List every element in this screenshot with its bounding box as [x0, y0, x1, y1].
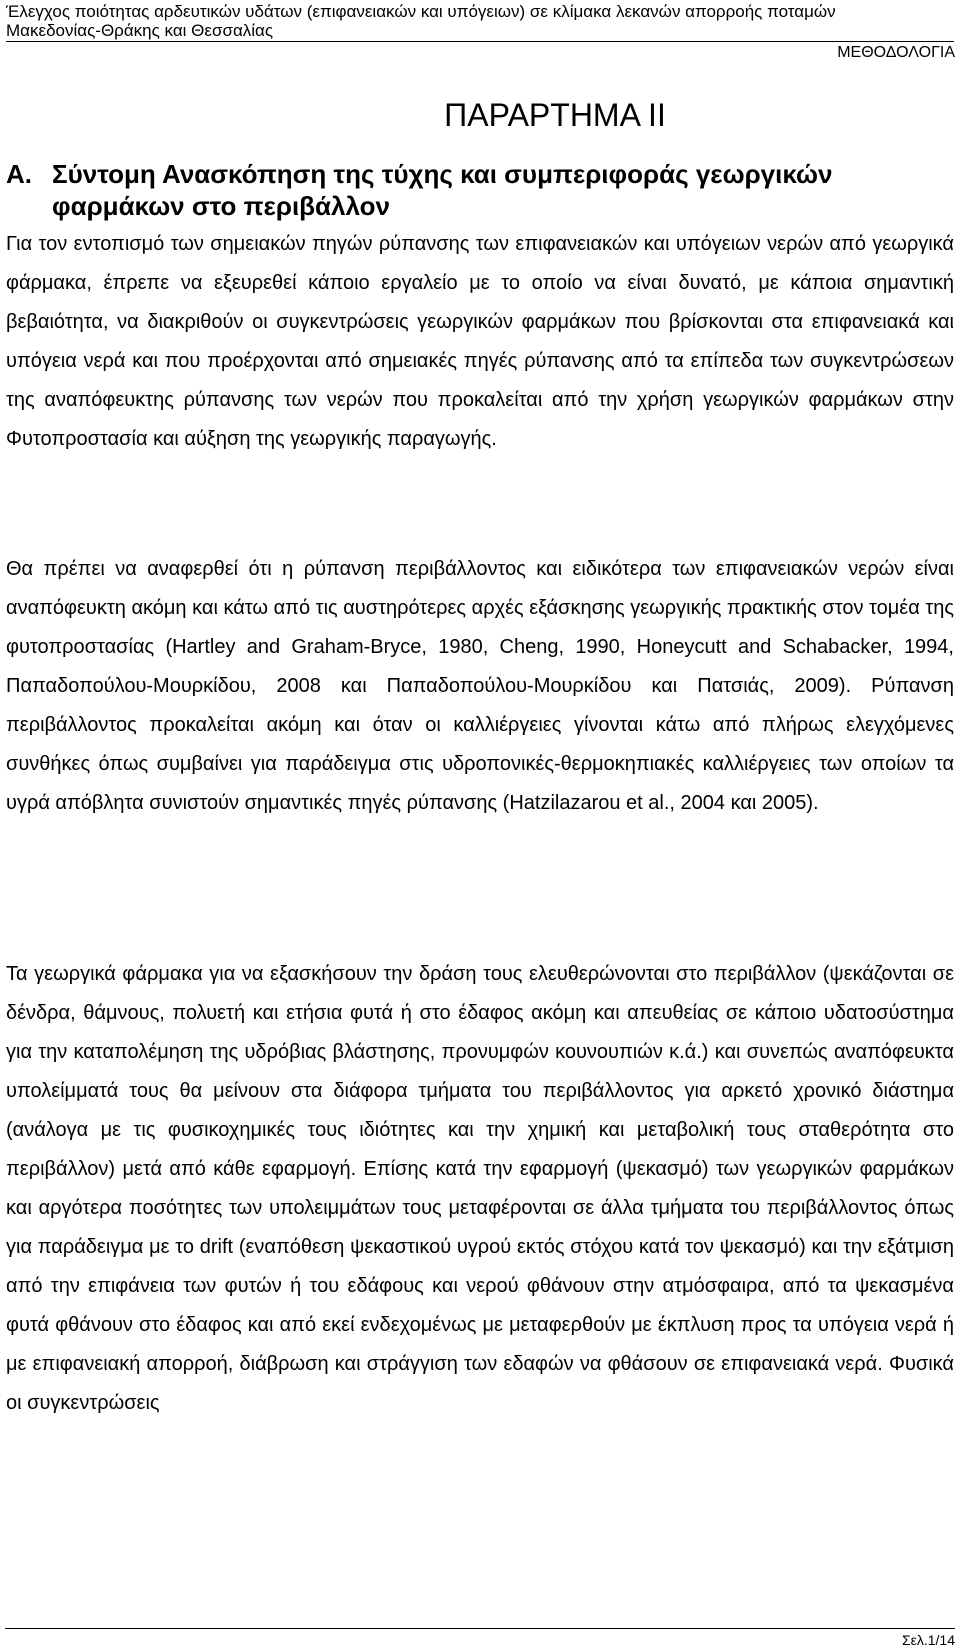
section-heading-line-1 [6, 158, 954, 190]
running-header-line-2: Μακεδονίας-Θράκης και Θεσσαλίας [6, 21, 274, 40]
paragraph-1: Για τον εντοπισμό των σημειακών πηγών ρύπανσης των επιφανειακών και υπόγειων νερών από γεωργικά φάρμακα, έπρεπε να εξευρεθεί κάποιο εργαλείο με το οποίο να είναι δυνατό, με κάποια σημαντική βεβαιότητα, να διακριθούν οι συγκεντρώσεις γεωργικών φαρμάκων που βρίσκονται στα επιφανειακά και υπόγεια νερά και που προέρχονται από σημειακές πηγές ρύπανσης από τα επίπεδα των συγκεντρώσεων της αναπόφευκτης ρύπανσης των νερών που προκαλείται από την χρήση γεωργικών φαρμάκων στην Φυτοπροστασία και αύξηση της γεωργικής παραγωγής. [6, 233, 954, 450]
section-heading [6, 158, 954, 222]
section-number: Α. [6, 159, 32, 189]
paragraph-2: Θα πρέπει να αναφερθεί ότι η ρύπανση περιβάλλοντος και ειδικότερα των επιφανειακών νερών είναι αναπόφευκτη ακόμη και κάτω από τις αυστηρότερες αρχές εξάσκησης γεωργικής πρακτικής στον τομέα της φυτοπροστασίας (Hartley and Graham-Bryce, 1980, Cheng, 1990, Honeycutt and Schabacker, 1994, Παπαδοπούλου-Μουρκίδου, 2008 και Παπαδοπούλου-Μουρκίδου και Πατσιάς, 2009). Ρύπανση περιβάλλοντος προκαλείται ακόμη και όταν οι καλλιέργειες γίνονται κάτω από πλήρως ελεγχόμενες συνθήκες όπως συμβαίνει για παράδειγμα στις υδροπονικές-θερμοκηπιακές καλλιέργειες των οποίων τα υγρά απόβλητα συνιστούν σημαντικές πηγές ρύπανσης (Hatzilazarou et al., 2004 και 2005). [6, 558, 954, 814]
page-number: Σελ.1/14 [5, 1628, 955, 1648]
paragraph-3: Τα γεωργικά φάρμακα για να εξασκήσουν την δράση τους ελευθερώνονται στο περιβάλλον (ψεκάζονται σε δένδρα, θάμνους, πολυετή και ετήσια φυτά ή στο έδαφος ακόμη και απευθείας σε κάποιο υδατοσύστημα για την καταπολέμηση της υδρόβιας βλάστησης, προνυμφών κουνουπιών κ.ά.) και συνεπώς αναπόφευκτα υπολείμματά τους θα μείνουν στα διάφορα τμήματα του περιβάλλοντος για αρκετό χρονικό διάστημα (ανάλογα με τις φυσικοχημικές τους ιδιότητες και την χημική και μεταβολική τους σταθερότητα στο περιβάλλον) μετά από κάθε εφαρμογή. Επίσης κατά την εφαρμογή (ψεκασμό) των γεωργικών φαρμάκων και αργότερα ποσότητες των υπολειμμάτων τους μεταφέρονται σε άλλα τμήματα του περιβάλλοντος όπως για παράδειγμα με το drift (εναπόθεση ψεκαστικού υγρού εκτός στόχου κατά τον ψεκασμό) και την εξάτμιση από την επιφάνεια των φυτών ή του εδάφους και νερού φθάνουν στην ατμόσφαιρα, από τα ψεκασμένα φυτά φθάνουν στο έδαφος και από εκεί ενδεχομένως με μεταφερθούν με έκπλυση προς τα υπόγεια νερά ή με επιφανειακή απορροή, διάβρωση και στράγγιση των εδαφών να φθάσουν σε επιφανειακά νερά. Φυσικά οι συγκεντρώσεις [6, 963, 954, 1414]
section-heading-line-2: φαρμάκων στο περιβάλλον [52, 191, 390, 221]
section-tag: ΜΕΘΟΔΟΛΟΓΙΑ [837, 44, 955, 61]
appendix-title: ΠΑΡΑΡΤΗΜΑ ΙΙ [444, 97, 666, 133]
running-header [6, 2, 954, 42]
section-heading-text-1: Σύντομη Ανασκόπηση της τύχης και συμπεριφοράς γεωργικών [52, 159, 833, 189]
running-header-line-1: Έλεγχος ποιότητας αρδευτικών υδάτων (επιφανειακών και υπόγειων) σε κλίμακα λεκανών απορροής ποταμών [6, 2, 836, 21]
